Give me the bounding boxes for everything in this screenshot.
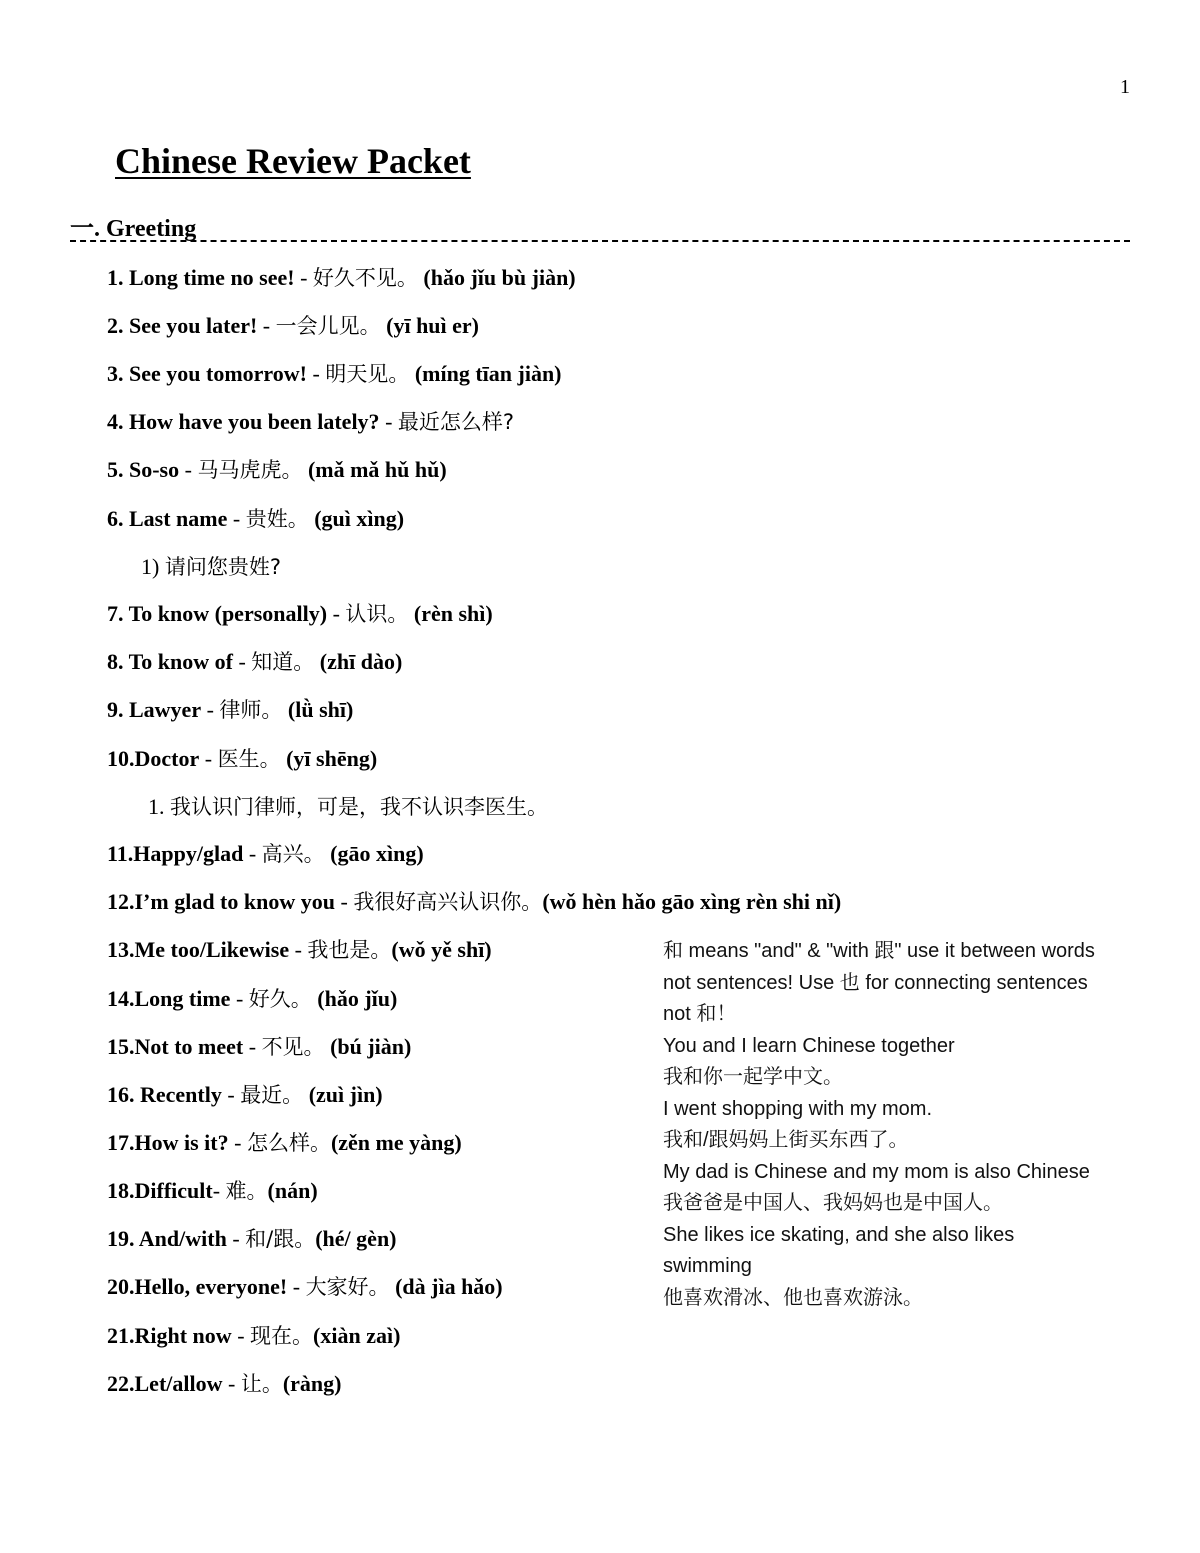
- vocab-item: 11.Happy/glad - 高兴。 (gāo xìng): [107, 841, 424, 866]
- note-line: My dad is Chinese and my mom is also Chinese: [663, 1160, 1090, 1183]
- page-number: 1: [1120, 76, 1130, 98]
- vocab-item: 10.Doctor - 医生。 (yī shēng): [107, 746, 378, 771]
- section-heading: 一. Greeting: [70, 216, 197, 242]
- vocab-item: 5. So-so - 马马虎虎。 (mǎ mǎ hǔ hǔ): [107, 457, 447, 482]
- note-line: 他喜欢滑冰、他也喜欢游泳。: [663, 1286, 923, 1309]
- note-line: 我爸爸是中国人、我妈妈也是中国人。: [663, 1192, 1003, 1214]
- vocab-item: 17.How is it? - 怎么样。(zěn me yàng): [107, 1130, 462, 1155]
- note-line: swimming: [663, 1255, 752, 1277]
- vocab-item: 16. Recently - 最近。 (zuì jìn): [107, 1082, 383, 1107]
- vocab-item: 15.Not to meet - 不见。 (bú jiàn): [107, 1034, 412, 1059]
- document-title: Chinese Review Packet: [115, 141, 471, 181]
- usage-note: [663, 936, 1153, 1314]
- vocab-item: 7. To know (personally) - 认识。 (rèn shì): [107, 601, 493, 626]
- vocab-item: 2. See you later! - 一会儿见。 (yī huì er): [107, 313, 480, 338]
- note-line: I went shopping with my mom.: [663, 1097, 932, 1120]
- vocab-item: 19. And/with - 和/跟。(hé/ gèn): [107, 1226, 397, 1251]
- vocab-item: 3. See you tomorrow! - 明天见。 (míng tīan jiàn): [107, 361, 562, 386]
- section-divider: [70, 240, 1130, 242]
- note-line: not 和！: [663, 1003, 737, 1025]
- vocab-item: 21.Right now - 现在。(xiàn zaì): [107, 1323, 401, 1348]
- vocab-item: 22.Let/allow - 让。(ràng): [107, 1371, 342, 1396]
- vocab-item: 18.Difficult- 难。(nán): [107, 1178, 318, 1203]
- vocab-item: 20.Hello, everyone! - 大家好。 (dà jìa hǎo): [107, 1274, 503, 1299]
- vocab-item: 14.Long time - 好久。 (hǎo jǐu): [107, 986, 398, 1011]
- note-line: She likes ice skating, and she also likes: [663, 1223, 1015, 1246]
- vocab-item: 13.Me too/Likewise - 我也是。(wǒ yě shī): [107, 937, 492, 962]
- vocab-item: 4. How have you been lately? - 最近怎么样?: [107, 409, 515, 434]
- note-line: You and I learn Chinese together: [663, 1034, 955, 1057]
- vocab-item: 6. Last name - 贵姓。 (guì xìng): [107, 506, 405, 531]
- example-sentence: 1. 我认识门律师，可是，我不认识李医生。: [148, 794, 548, 819]
- vocab-item: 8. To know of - 知道。 (zhī dào): [107, 649, 403, 674]
- vocab-item: 12.I’m glad to know you - 我很好高兴认识你。(wǒ hèn hǎo gāo xìng rèn shi nǐ): [107, 889, 842, 914]
- note-line: 我和/跟妈妈上街买东西了。: [663, 1129, 909, 1151]
- note-line: not sentences! Use 也 for connecting sentences: [663, 971, 1088, 994]
- vocab-item: 9. Lawyer - 律师。 (lǜ shī): [107, 697, 354, 722]
- note-line: 和 means "and" & "with 跟" use it between words: [663, 940, 1095, 962]
- vocab-item: 1. Long time no see! - 好久不见。 (hǎo jǐu bù jiàn): [107, 265, 576, 290]
- example-sentence: 1) 请问您贵姓?: [141, 554, 281, 579]
- note-line: 我和你一起学中文。: [663, 1066, 843, 1088]
